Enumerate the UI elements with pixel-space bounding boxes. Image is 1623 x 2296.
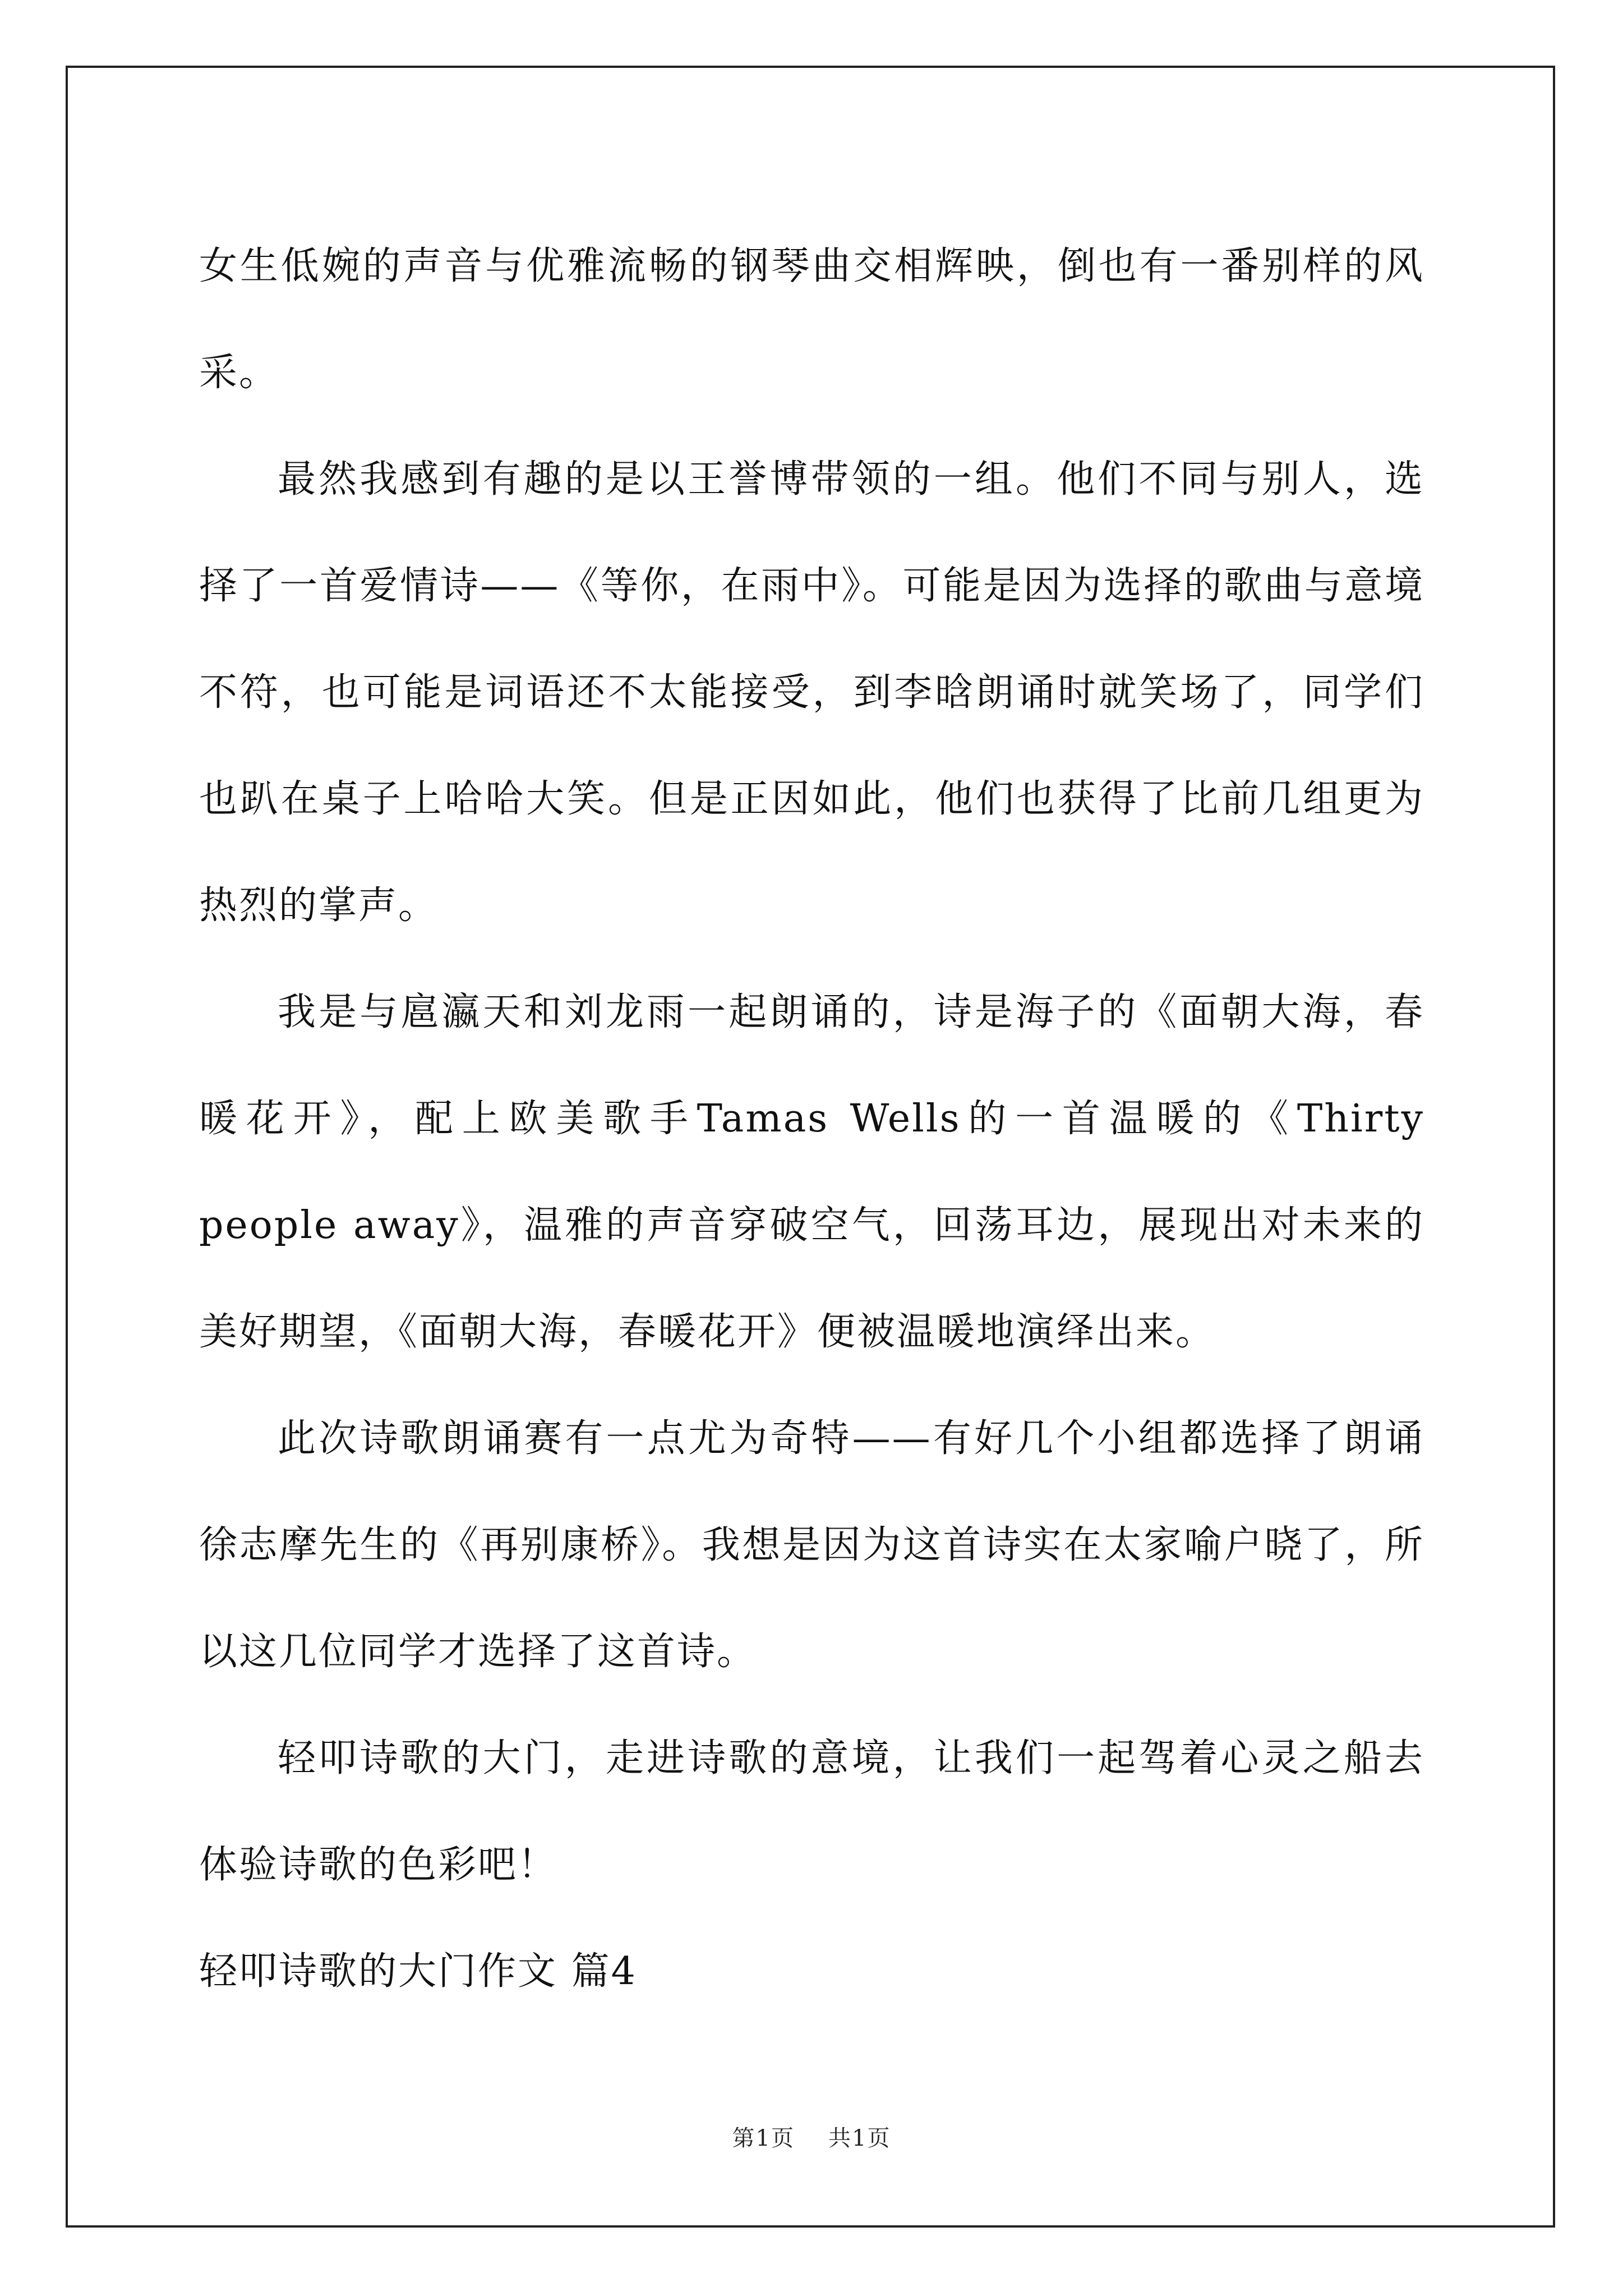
paragraph-1: 女生低婉的声音与优雅流畅的钢琴曲交相辉映，倒也有一番别样的风采。 — [199, 244, 1424, 395]
page-number-total: 共1页 — [828, 2125, 891, 2151]
paragraph-2: 最然我感到有趣的是以王誉博带领的一组。他们不同与别人，选择了一首爱情诗——《等你，在雨中》。可能是因为选择的歌曲与意境不符，也可能是词语还不太能接受，到李晗朗诵时就笑场了，同学们也趴在桌子上哈哈大笑。但是正因如此，他们也获得了比前几组更为热烈的掌声。 — [199, 457, 1424, 928]
paragraph-4: 此次诗歌朗诵赛有一点尤为奇特——有好几个小组都选择了朗诵徐志摩先生的《再别康桥》。我想是因为这首诗实在太家喻户晓了，所以这几位同学才选择了这首诗。 — [199, 1416, 1424, 1674]
section-heading: 轻叩诗歌的大门作文 篇4 — [199, 1949, 637, 1994]
document-body — [199, 213, 1424, 2025]
paragraph-3: 我是与扈瀛天和刘龙雨一起朗诵的，诗是海子的《面朝大海，春暖花开》，配上欧美歌手Tamas Wells的一首温暖的《Thirty people away》，温雅的声音穿破空气，回荡耳边，展现出对未来的美好期望，《面朝大海，春暖花开》便被温暖地演绎出来。 — [199, 990, 1424, 1354]
paragraph-5: 轻叩诗歌的大门，走进诗歌的意境，让我们一起驾着心灵之船去体验诗歌的色彩吧！ — [199, 1736, 1424, 1887]
page-footer — [0, 2120, 1623, 2152]
page-number-current: 第1页 — [732, 2125, 795, 2151]
